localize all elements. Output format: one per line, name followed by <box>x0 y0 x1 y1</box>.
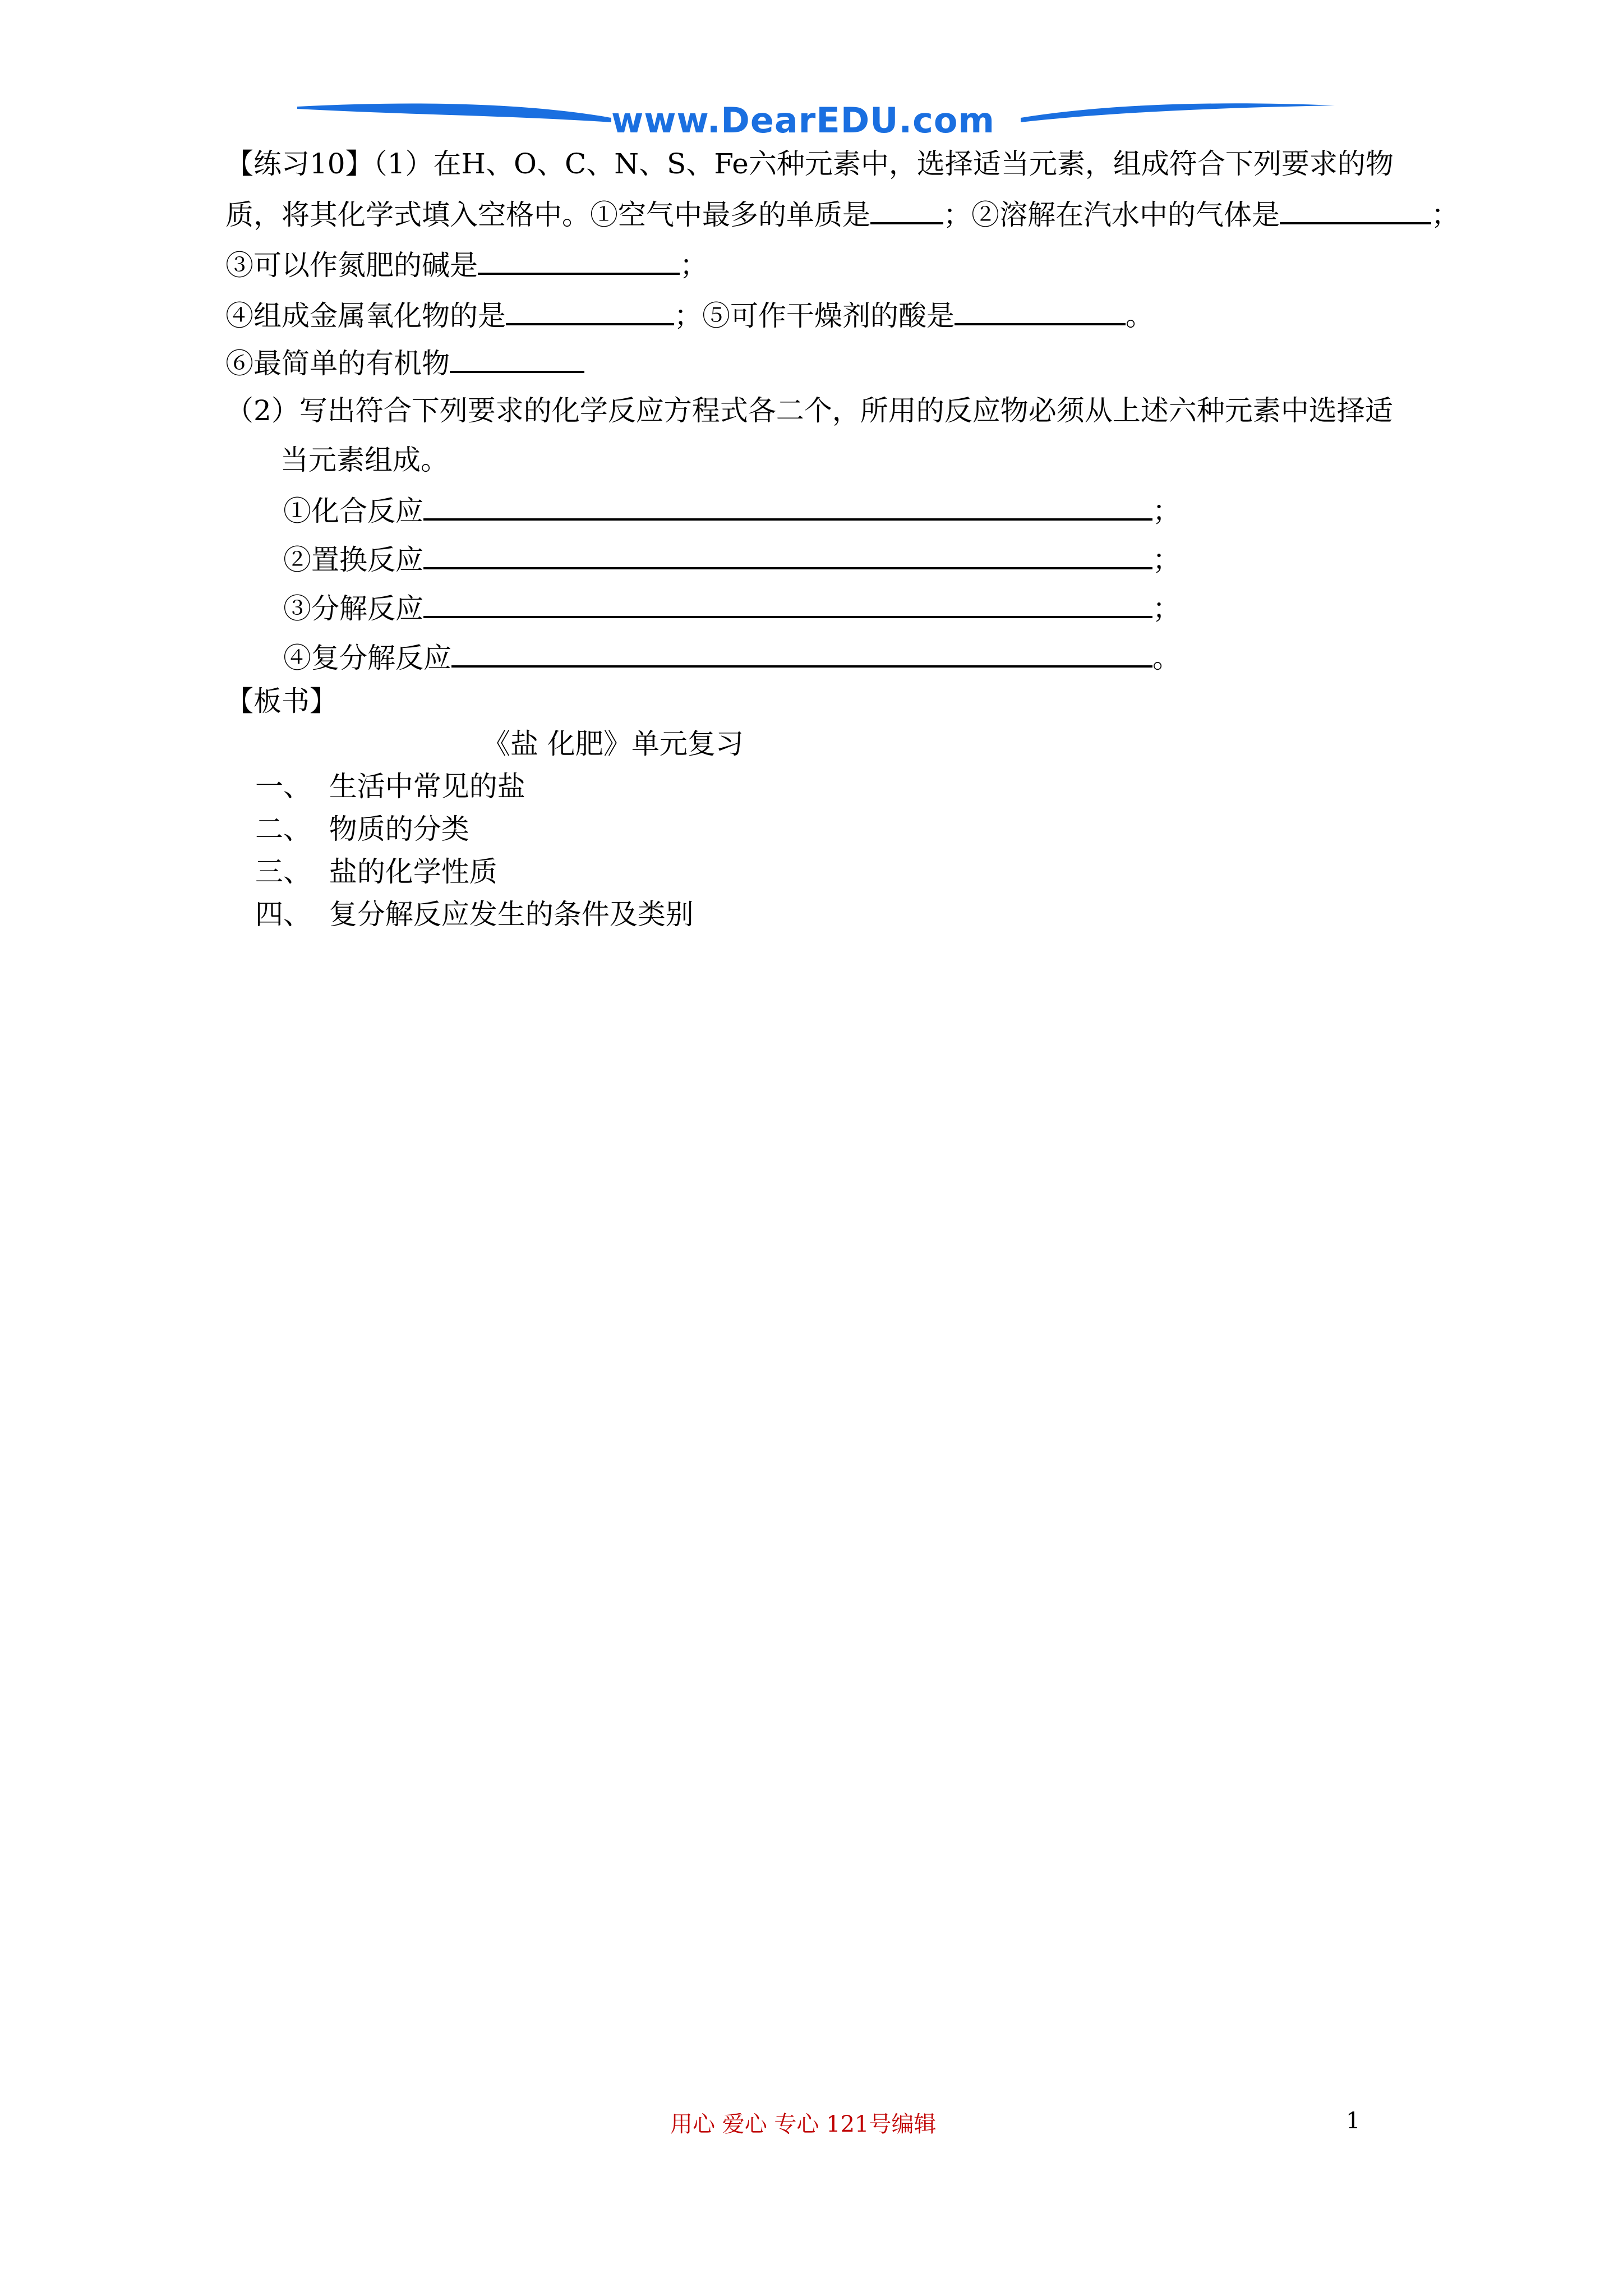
semicolon: ； <box>1152 592 1181 625</box>
board-item-text: 生活中常见的盐 <box>329 770 525 803</box>
period: 。 <box>1126 300 1154 332</box>
part1-intro-a: （1）在H、O、C、N、S、Fe六种元素中，选择适当元素，组成符合下列要求的物 <box>373 148 1394 180</box>
semicolon: ； <box>1431 199 1459 231</box>
reaction-blank-3[interactable] <box>423 590 1152 618</box>
semicolon: ； <box>1152 495 1181 527</box>
q4-mid: ；⑤可作干燥剂的酸是 <box>674 300 955 332</box>
board-item-num: 四、 <box>255 898 311 931</box>
part1-intro-b2: ；②溶解在汽水中的气体是 <box>943 199 1280 231</box>
footer-text: 用心 爱心 专心 121号编辑 <box>670 2111 937 2137</box>
reaction-line-3 <box>283 590 1181 625</box>
exercise-line-2 <box>225 196 1459 232</box>
board-item-text: 物质的分类 <box>329 813 469 845</box>
reaction-blank-1[interactable] <box>423 493 1152 521</box>
answer-blank-3[interactable] <box>478 247 680 275</box>
reaction-line-2 <box>283 541 1181 577</box>
q6-label: ⑥最简单的有机物 <box>225 347 450 380</box>
reaction-label: ②置换反应 <box>283 544 423 576</box>
board-item-text: 复分解反应发生的条件及类别 <box>329 898 694 931</box>
board-label: 【板书】 <box>225 685 338 717</box>
board-item <box>255 855 497 889</box>
reaction-line-4 <box>283 639 1181 675</box>
board-item-text: 盐的化学性质 <box>329 855 497 888</box>
page-number: 1 <box>1346 2108 1361 2134</box>
reaction-label: ④复分解反应 <box>283 642 451 674</box>
board-item-num: 三、 <box>255 855 311 888</box>
exercise-line-5 <box>225 345 584 380</box>
reaction-label: ①化合反应 <box>283 495 423 527</box>
reaction-label: ③分解反应 <box>283 592 423 625</box>
exercise-line-3 <box>225 247 708 282</box>
exercise-label: 【练习10】 <box>225 148 374 180</box>
reaction-blank-4[interactable] <box>451 639 1152 668</box>
board-item <box>255 898 694 931</box>
exercise-line-4 <box>225 297 1154 333</box>
answer-blank-5[interactable] <box>955 297 1126 325</box>
part1-intro-b: 质，将其化学式填入空格中。①空气中最多的单质是 <box>225 199 870 231</box>
answer-blank-2[interactable] <box>1280 196 1431 224</box>
semicolon: ； <box>680 249 708 282</box>
part2-line-1: （2）写出符合下列要求的化学反应方程式各二个，所用的反应物必须从上述六种元素中选择适 <box>225 394 1393 427</box>
board-item <box>255 812 469 846</box>
part2-line-2: 当元素组成。 <box>280 444 449 476</box>
q3-label: ③可以作氮肥的碱是 <box>225 249 478 282</box>
answer-blank-6[interactable] <box>450 345 584 373</box>
answer-blank-4[interactable] <box>506 297 674 325</box>
reaction-blank-2[interactable] <box>423 541 1152 569</box>
board-title: 《盐 化肥》单元复习 <box>482 728 744 760</box>
exercise-line-1 <box>225 147 1394 181</box>
q4-label: ④组成金属氧化物的是 <box>225 300 506 332</box>
answer-blank-1[interactable] <box>870 196 943 224</box>
board-item <box>255 770 525 803</box>
board-item-num: 二、 <box>255 813 311 845</box>
period: 。 <box>1152 642 1181 674</box>
board-item-num: 一、 <box>255 770 311 803</box>
header-logo-text: www.DearEDU.com <box>611 100 995 141</box>
semicolon: ； <box>1152 544 1181 576</box>
reaction-line-1 <box>283 493 1181 528</box>
